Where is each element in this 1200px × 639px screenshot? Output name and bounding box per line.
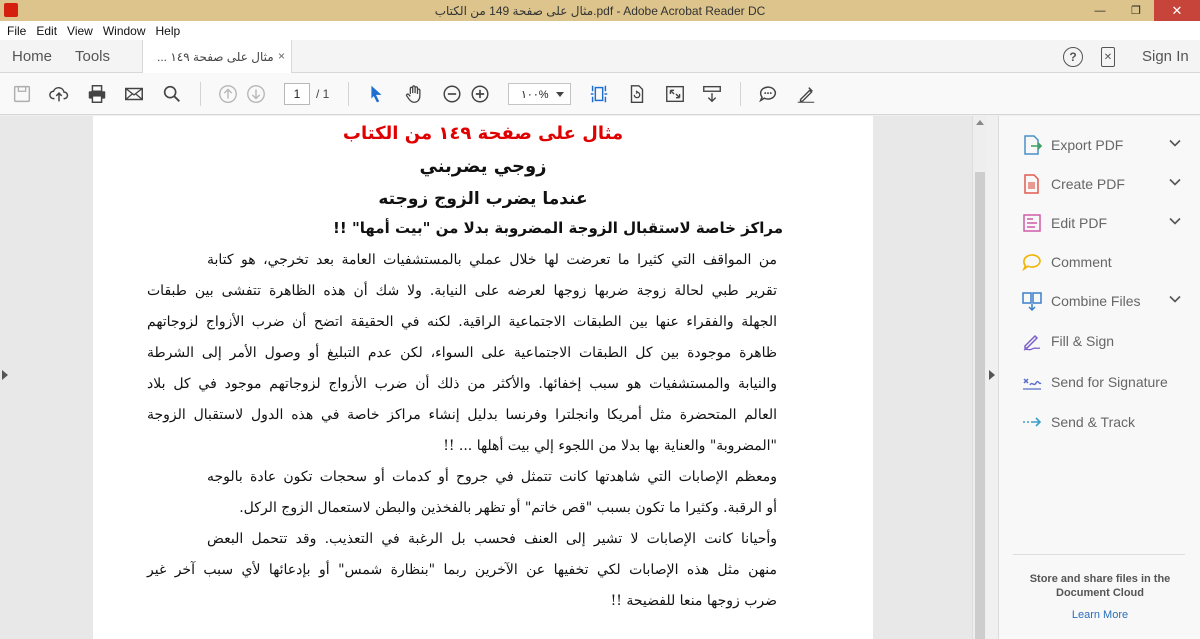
pane-divider <box>1013 554 1185 555</box>
chevron-down-icon[interactable] <box>1168 214 1182 228</box>
document-cloud-promo: Store and share files in the Document Cloud <box>1029 573 1171 599</box>
chevron-down-icon[interactable] <box>1168 136 1182 150</box>
maximize-button[interactable]: ❐ <box>1131 5 1141 17</box>
menu-bar <box>0 21 1200 40</box>
tool-comment[interactable] <box>999 247 1200 277</box>
rotate-page-icon[interactable] <box>625 82 649 106</box>
toolbar-separator <box>348 82 349 106</box>
menu-edit[interactable]: Edit <box>36 23 58 38</box>
doc-line: منهن مثل هذه الإصابات لكي تخفيها عن الآخرين ربما "بنظارة شمس" أو بإدعائها لأي سبب آخر غير <box>147 562 777 578</box>
doc-line: ومعظم الإصابات التي شاهدتها كانت تتمثل في جروح أو كدمات أو سحجات تكون عادة بالوجه <box>207 469 777 485</box>
hand-tool-icon[interactable] <box>402 82 426 106</box>
full-screen-icon[interactable] <box>663 82 687 106</box>
export-pdf-icon <box>1021 134 1043 156</box>
scroll-up-icon[interactable] <box>976 120 984 125</box>
comment-icon[interactable] <box>756 82 780 106</box>
menu-view[interactable]: View <box>67 23 93 38</box>
email-icon[interactable] <box>122 82 146 106</box>
menu-window[interactable]: Window <box>102 23 146 38</box>
tool-label: Fill & Sign <box>1051 333 1115 349</box>
toolbar <box>0 73 1200 115</box>
tool-create-pdf[interactable] <box>999 169 1200 199</box>
next-page-icon[interactable] <box>244 82 268 106</box>
tool-fill-sign[interactable] <box>999 326 1200 356</box>
menu-help[interactable]: Help <box>155 23 181 38</box>
tools-pane <box>998 116 1200 639</box>
toolbar-separator <box>740 82 741 106</box>
cloud-upload-icon[interactable] <box>47 82 71 106</box>
minimize-button[interactable]: — <box>1094 4 1106 17</box>
tool-combine-files[interactable] <box>999 286 1200 316</box>
doc-line: ضرب زوجها منعا للفضيحة !! <box>610 593 777 609</box>
zoom-select[interactable] <box>508 83 571 105</box>
send-for-signature-icon <box>1021 371 1043 393</box>
page-number-input[interactable]: 1 <box>284 83 310 105</box>
select-cursor-icon[interactable] <box>364 82 388 106</box>
acrobat-icon <box>4 3 18 17</box>
doc-line: العالم المتحضرة مثل أمريكا وانجلترا وفرنسا بدليل إنشاء مراكز خاصة في هذه الدول لاستقبال الزوجة <box>147 407 777 423</box>
tab-bar <box>0 40 1200 73</box>
doc-line: ظاهرة موجودة بين كل الطبقات الاجتماعية على السواء، لكن عدم التبليغ أو وصول الأمر إلى الشرطة <box>147 345 777 361</box>
doc-line: والنيابة والمستشفيات هو سبب إخفائها. والأكثر من ذلك أن ضرب الأزواج لزوجاتهم موجود في كل بلاد <box>147 376 777 392</box>
chevron-down-icon[interactable] <box>1168 175 1182 189</box>
tab-tools[interactable]: Tools <box>75 48 111 65</box>
doc-line: أو الرقبة. وكثيرا ما تكون بسبب "قص خاتم" أو تظهر بالفخذين والبطن لاستعمال الزوج الركل. <box>239 500 777 516</box>
document-area <box>0 116 985 639</box>
fit-page-icon[interactable] <box>587 82 611 106</box>
highlight-pen-icon[interactable] <box>794 82 818 106</box>
tool-edit-pdf[interactable] <box>999 208 1200 238</box>
doc-line: تقرير طبي لحالة زوجة ضربها زوجها لعرضه على النيابة. ولا شك أن هذه الظاهرة تتفشى بين طبقات <box>147 283 777 299</box>
zoom-in-icon[interactable] <box>468 82 492 106</box>
chevron-down-icon <box>556 92 564 97</box>
doc-line: من المواقف التي كثيرا ما تعرضت لها خلال عملي بالمستشفيات العامة بعد تخرجي، هو كتابة <box>207 252 777 268</box>
expand-left-pane-icon[interactable] <box>2 370 8 380</box>
comment-tool-icon <box>1021 251 1043 273</box>
close-window-button[interactable]: ✕ <box>1154 0 1200 21</box>
tool-label: Comment <box>1051 254 1112 270</box>
doc-line: وأحيانا كانت الإصابات لا تشير إلى العنف فحسب بل الرغبة في التعذيب. وقد تتحمل البعض <box>207 531 777 547</box>
window-title: مثال على صفحة 149 من الكتاب.pdf - Adobe Acrobat Reader DC <box>434 3 766 18</box>
tool-send-for-signature[interactable] <box>999 367 1200 397</box>
window-controls <box>1082 0 1200 21</box>
vertical-scrollbar[interactable] <box>972 116 986 639</box>
learn-more-link[interactable]: Learn More <box>1071 609 1129 621</box>
doc-subheading: مراكز خاصة لاستقبال الزوجة المضروبة بدلا من "بيت أمها" !! <box>333 219 783 237</box>
pdf-page <box>93 116 873 639</box>
tool-export-pdf[interactable] <box>999 130 1200 160</box>
toolbar-separator <box>200 82 201 106</box>
title-bar <box>0 0 1200 21</box>
fill-sign-icon <box>1021 330 1043 352</box>
doc-line: "المضروبة" والعناية بها بدلا من اللجوء إلي بيت أهلها ... !! <box>443 438 777 454</box>
scrollbar-thumb[interactable] <box>975 172 985 639</box>
zoom-out-icon[interactable] <box>440 82 464 106</box>
tab-document[interactable] <box>142 40 292 73</box>
create-pdf-icon <box>1021 173 1043 195</box>
search-icon[interactable] <box>160 82 184 106</box>
doc-heading-3: عندما يضرب الزوج زوجته <box>378 189 588 209</box>
combine-files-icon <box>1021 290 1043 312</box>
sign-in-button[interactable]: Sign In <box>1142 48 1189 65</box>
page-total: / 1 <box>316 87 330 101</box>
tool-send-track[interactable] <box>999 407 1200 437</box>
tool-label: Send & Track <box>1051 414 1136 430</box>
tool-label: Create PDF <box>1051 176 1125 192</box>
chevron-down-icon[interactable] <box>1168 292 1182 306</box>
doc-heading-2: زوجي يضربني <box>419 156 547 177</box>
doc-line: الجهلة والفقراء عنها بين الطبقات الاجتماعية الراقية. لكنه في الحقيقة اتضح أن ضرب الأزواج لزوجاتهم <box>147 314 777 330</box>
tool-label: Export PDF <box>1051 137 1124 153</box>
zoom-value: ١٠٠% <box>521 88 549 101</box>
doc-heading-red: مثال على صفحة ١٤٩ من الكتاب <box>342 123 624 144</box>
save-icon[interactable] <box>10 82 34 106</box>
menu-file[interactable]: File <box>7 23 27 38</box>
collapse-right-pane-icon[interactable] <box>989 370 995 380</box>
tool-label: Edit PDF <box>1051 215 1108 231</box>
tool-label: Combine Files <box>1051 293 1141 309</box>
document-tab-label: مثال على صفحة ١٤٩ ... <box>157 49 274 64</box>
tab-home[interactable]: Home <box>12 48 53 65</box>
send-track-icon <box>1021 411 1043 433</box>
tool-label: Send for Signature <box>1051 374 1168 390</box>
previous-page-icon[interactable] <box>216 82 240 106</box>
print-icon[interactable] <box>85 82 109 106</box>
close-tab-icon[interactable]: × <box>277 49 285 63</box>
mobile-link-icon[interactable]: ✕ <box>1101 47 1115 67</box>
edit-pdf-icon <box>1021 212 1043 234</box>
help-icon[interactable]: ? <box>1063 47 1083 67</box>
scroll-mode-icon[interactable] <box>700 82 724 106</box>
